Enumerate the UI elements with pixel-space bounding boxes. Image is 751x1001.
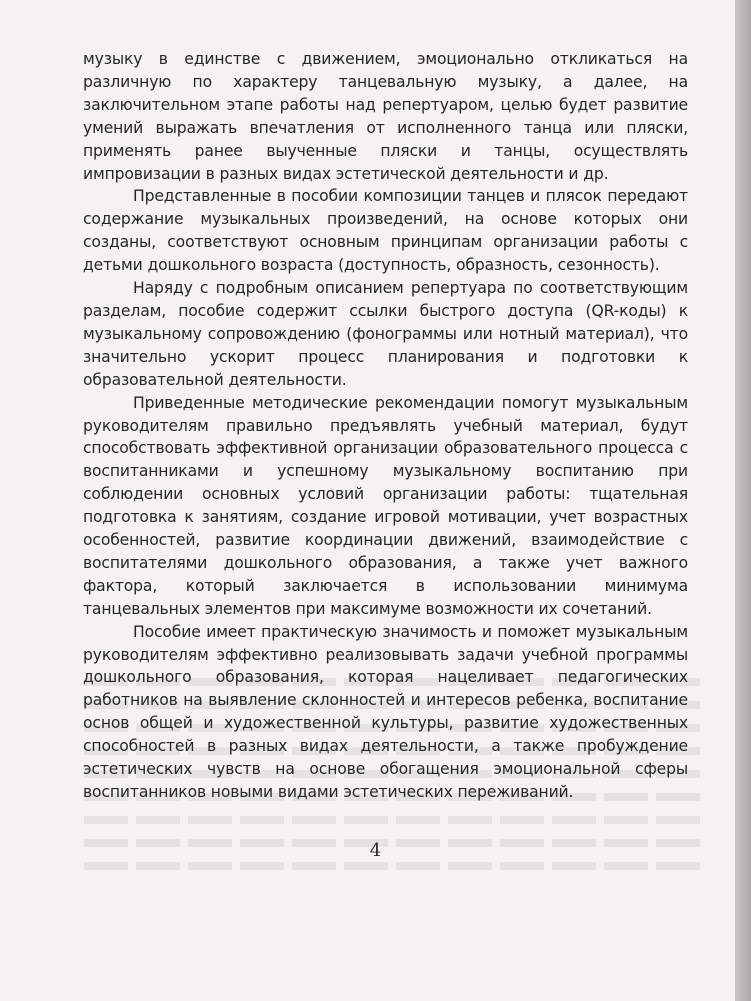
page-number: 4 [369,840,382,861]
page-edge [735,0,751,1001]
body-text [83,48,688,804]
paragraph: Пособие имеет практическую значимость и поможет музыкальным руководителям эффективно реализовывать задачи учебной программы дошкольного образования, которая нацеливает педагогических работников на выявление склонностей и интересов ребенка, воспитание основ общей и художественной культуры, развитие художественных способностей в разных видах деятельности, а также пробуждение эстетических чувств на основе обогащения эмоциональной сферы воспитанников новыми видами эстетических переживаний. [83,622,688,801]
paragraph: Приведенные методические рекомендации помогут музыкальным руководителям правильно предъявлять учебный материал, будут способствовать эффективной организации образовательного процесса с воспитанниками и успешному музыкальному воспитанию при соблюдении основных условий организации работы: тщательная подготовка к занятиям, создание игровой мотивации, учет возрастных особенностей, развитие координации движений, взаимодействие с воспитателями дошкольного образования, а также учет важного фактора, который заключается в использовании минимума танцевальных элементов при максимуме возможности их сочетаний. [83,393,688,618]
paragraph: Представленные в пособии композиции танцев и плясок передают содержание музыкальных произведений, на основе которых они созданы, соответствуют основным принципам организации работы с детьми дошкольного возраста (доступность, образность, сезонность). [83,187,688,275]
paragraph: музыку в единстве с движением, эмоционально откликаться на различную по характеру танцевальную музыку, а далее, на заключительном этапе работы над репертуаром, целью будет развитие умений выражать впечатления от исполненного танца или пляски, применять ранее выученные пляски и танцы, осуществлять импровизации в разных видах эстетической деятельности и др. [83,50,688,183]
paragraph: Наряду с подробным описанием репертуара по соответствующим разделам, пособие содержит ссылки быстрого доступа (QR-коды) к музыкальному сопровождению (фонограммы или нотный материал), что значительно ускорит процесс планирования и подготовки к образовательной деятельности. [83,279,688,389]
